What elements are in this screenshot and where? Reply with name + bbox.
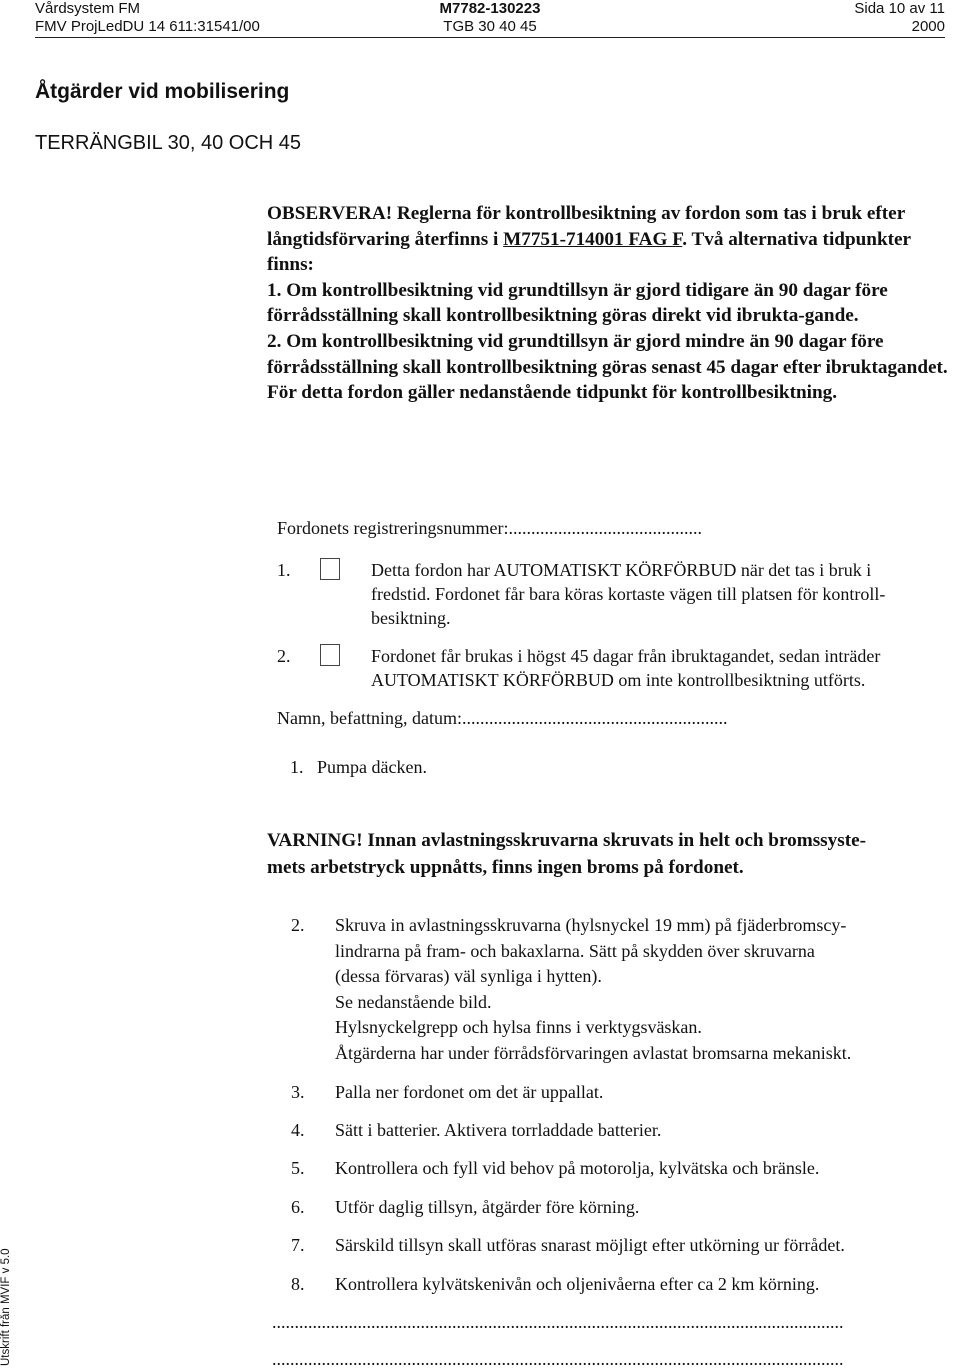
step-7-number: 7. xyxy=(291,1235,305,1255)
step-4-number: 4. xyxy=(291,1120,305,1140)
step-1: 1. Pumpa däcken. xyxy=(290,757,427,777)
dotted-line-2: ............................................................................................................................... xyxy=(272,1349,844,1369)
option-1-number: 1. xyxy=(277,560,291,580)
page-subtitle: TERRÄNGBIL 30, 40 OCH 45 xyxy=(35,132,302,154)
step-6-text: Utför daglig tillsyn, åtgärder före körning. xyxy=(335,1197,640,1217)
signature-field[interactable]: Namn, befattning, datum:........................................................... xyxy=(277,708,728,728)
document-number: M7782-130223 xyxy=(439,0,541,17)
system-name: Vårdsystem FM xyxy=(35,0,141,17)
page-title: Åtgärder vid mobilisering xyxy=(35,80,290,103)
option-2-number: 2. xyxy=(277,646,291,666)
step-2-number: 2. xyxy=(291,915,305,935)
step-7-text: Särskild tillsyn skall utföras snarast möjligt efter utkörning ur förrådet. xyxy=(335,1235,845,1255)
registration-number-field[interactable]: Fordonets registreringsnummer:........................................... xyxy=(277,518,702,538)
option-2-text: Fordonet får brukas i högst 45 dagar från ibruktagandet, sedan inträder AUTOMATISKT KÖRFÖRBUD om inte kontrollbesiktning utförts. xyxy=(371,646,881,690)
vehicle-code: TGB 30 40 45 xyxy=(443,18,537,35)
step-5-text: Kontrollera och fyll vid behov på motorolja, kylvätska och bränsle. xyxy=(335,1158,820,1178)
observera-point-2: 2. Om kontrollbesiktning vid grundtillsyn är gjord mindre än 90 dagar före förrådsställning skall kontrollbesiktning göras senast 45 dagar efter ibruktagandet. xyxy=(267,330,948,378)
warning-notice: VARNING! Innan avlastningsskruvarna skruvats in helt och bromssyste- mets arbetstryck uppnåtts, finns ingen broms på fordonet. xyxy=(267,830,867,878)
page-indicator: Sida 10 av 11 xyxy=(854,0,945,17)
project-reference: FMV ProjLedDU 14 611:31541/00 xyxy=(35,18,260,35)
step-4-text: Sätt i batterier. Aktivera torrladdade batterier. xyxy=(335,1120,662,1140)
step-8-number: 8. xyxy=(291,1274,305,1294)
reference-link[interactable]: M7751-714001 FAG F xyxy=(503,228,683,250)
observera-point-1: 1. Om kontrollbesiktning vid grundtillsyn är gjord tidigare än 90 dagar före förrådsställning skall kontrollbesiktning göras direkt vid ibrukta-gande. xyxy=(267,279,888,327)
dotted-line-1: ............................................................................................................................... xyxy=(272,1312,844,1332)
header-divider xyxy=(35,37,945,38)
observera-intro: OBSERVERA! Reglerna för kontrollbesiktning av fordon som tas i bruk efter långtidsförvaring återfinns i M7751-714001 FAG F. Två alternativa tidpunkter finns: xyxy=(267,203,911,276)
step-8-text: Kontrollera kylvätskenivån och oljenivåerna efter ca 2 km körning. xyxy=(335,1274,820,1294)
step-3-number: 3. xyxy=(291,1082,305,1102)
step-2-text: Skruva in avlastningsskruvarna (hylsnyckel 19 mm) på fjäderbromscy- lindrarna på fram- och bakaxlarna. Sätt på skydden över skruvarna (dessa förvaras) väl synliga i hytten). Se nedanstående bild. Hylsnyckelgrepp och hylsa finns i verktygsväskan. Åtgärderna har under förrådsförvaringen avlastat bromsarna mekaniskt. xyxy=(335,915,852,1063)
observera-notice xyxy=(267,201,957,406)
document-year: 2000 xyxy=(911,18,945,35)
option-2-checkbox[interactable] xyxy=(320,644,340,666)
step-5-number: 5. xyxy=(291,1158,305,1178)
print-source-label: Utskrift från MVIF v 5.0 xyxy=(0,1248,12,1366)
step-6-number: 6. xyxy=(291,1197,305,1217)
option-1-checkbox[interactable] xyxy=(320,558,340,580)
observera-closing: För detta fordon gäller nedanstående tidpunkt för kontrollbesiktning. xyxy=(267,382,838,404)
step-3-text: Palla ner fordonet om det är uppallat. xyxy=(335,1082,604,1102)
option-1-text: Detta fordon har AUTOMATISKT KÖRFÖRBUD när det tas i bruk i fredstid. Fordonet får bara köras kortaste vägen till platsen för kontroll- besiktning. xyxy=(371,560,886,628)
